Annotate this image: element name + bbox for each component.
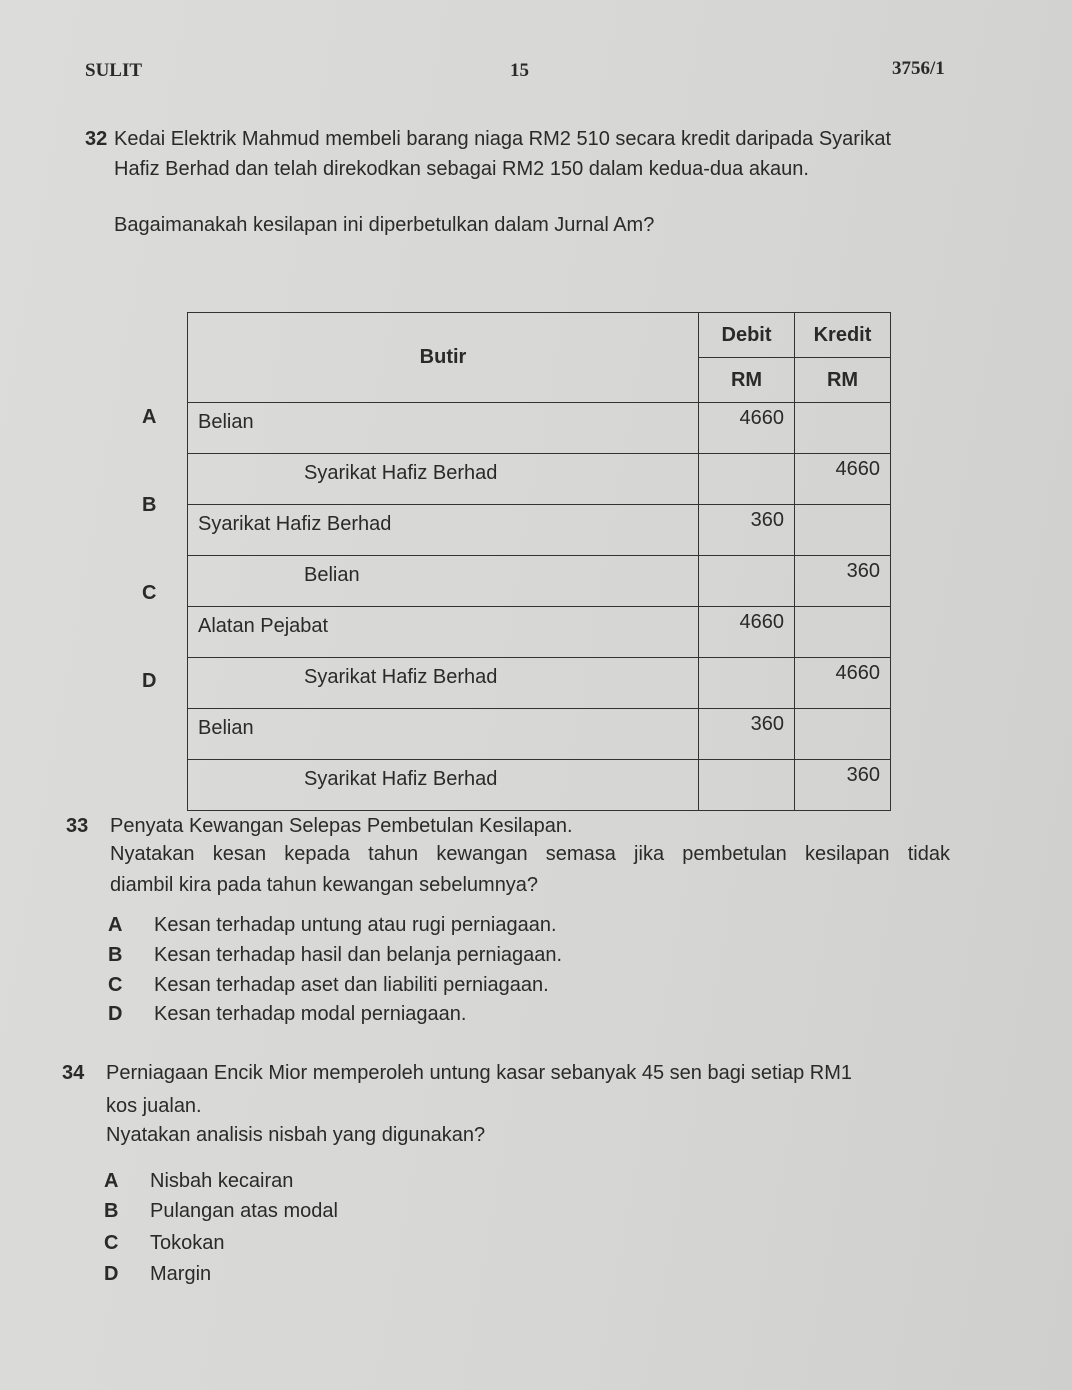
- page-number: 15: [510, 60, 529, 81]
- question-text: Perniagaan Encik Mior memperoleh untung kasar sebanyak 45 sen bagi setiap RM1: [106, 1062, 852, 1084]
- debit-account: Syarikat Hafiz Berhad: [188, 505, 699, 556]
- debit-amount: 360: [699, 709, 795, 760]
- question-prompt: Bagaimanakah kesilapan ini diperbetulkan dalam Jurnal Am?: [114, 214, 655, 236]
- header-debit-unit: RM: [699, 358, 795, 403]
- question-text: kos jualan.: [106, 1095, 202, 1117]
- option-c[interactable]: [108, 974, 549, 997]
- option-text: Kesan terhadap hasil dan belanja perniagaan.: [154, 944, 563, 966]
- debit-amount: 4660: [699, 403, 795, 454]
- table-row: [188, 709, 891, 760]
- header-kredit: Kredit: [795, 313, 891, 358]
- credit-account: Syarikat Hafiz Berhad: [188, 760, 699, 811]
- option-label[interactable]: A: [142, 406, 157, 428]
- option-letter: C: [104, 1232, 119, 1254]
- debit-amount: 4660: [699, 607, 795, 658]
- option-text: Tokokan: [150, 1232, 225, 1254]
- debit-account: Belian: [188, 709, 699, 760]
- question-text: diambil kira pada tahun kewangan sebelumnya?: [110, 874, 539, 896]
- option-text: Margin: [150, 1263, 212, 1285]
- credit-account: Belian: [188, 556, 699, 607]
- table-row: [188, 403, 891, 454]
- option-letter: C: [108, 974, 123, 996]
- debit-amount: 360: [699, 505, 795, 556]
- option-label[interactable]: C: [142, 582, 157, 604]
- table-row: [188, 607, 891, 658]
- credit-account: Syarikat Hafiz Berhad: [188, 454, 699, 505]
- option-a[interactable]: [104, 1170, 293, 1193]
- question-number: 32: [85, 128, 108, 150]
- question-text: Hafiz Berhad dan telah direkodkan sebagai RM2 150 dalam kedua-dua akaun.: [114, 158, 809, 180]
- header-kredit-unit: RM: [795, 358, 891, 403]
- debit-account: Alatan Pejabat: [188, 607, 699, 658]
- credit-amount: 360: [795, 760, 891, 811]
- question-text: Nyatakan kesan kepada tahun kewangan semasa jika pembetulan kesilapan tidak: [110, 843, 950, 865]
- option-d[interactable]: [108, 1003, 466, 1026]
- question-number: 33: [66, 815, 89, 837]
- option-letter: B: [104, 1200, 119, 1222]
- header-sulit: SULIT: [85, 60, 143, 81]
- option-text: Kesan terhadap modal perniagaan.: [154, 1003, 467, 1025]
- debit-account: Belian: [188, 403, 699, 454]
- option-b[interactable]: [104, 1200, 338, 1223]
- option-letter: D: [104, 1263, 119, 1285]
- option-label[interactable]: B: [142, 494, 157, 516]
- option-a[interactable]: [108, 914, 557, 937]
- option-text: Kesan terhadap aset dan liabiliti perniagaan.: [154, 974, 549, 996]
- option-letter: B: [108, 944, 123, 966]
- option-letter: A: [104, 1170, 119, 1192]
- table-row: [188, 454, 891, 505]
- table-row: [188, 505, 891, 556]
- header-butir: Butir: [188, 313, 699, 403]
- question-text: Kedai Elektrik Mahmud membeli barang niaga RM2 510 secara kredit daripada Syarikat: [114, 128, 892, 150]
- option-b[interactable]: [108, 944, 562, 967]
- question-number: 34: [62, 1062, 85, 1084]
- credit-amount: 4660: [795, 454, 891, 505]
- option-text: Pulangan atas modal: [150, 1200, 338, 1222]
- credit-amount: 4660: [795, 658, 891, 709]
- paper-code: 3756/1: [892, 58, 945, 79]
- option-letter: A: [108, 914, 123, 936]
- header-debit: Debit: [699, 313, 795, 358]
- credit-account: Syarikat Hafiz Berhad: [188, 658, 699, 709]
- option-c[interactable]: [104, 1232, 225, 1255]
- option-letter: D: [108, 1003, 123, 1025]
- option-text: Nisbah kecairan: [150, 1170, 294, 1192]
- table-row: [188, 658, 891, 709]
- option-text: Kesan terhadap untung atau rugi perniagaan.: [154, 914, 557, 936]
- table-row: [188, 556, 891, 607]
- option-label[interactable]: D: [142, 670, 157, 692]
- table-row: [188, 760, 891, 811]
- question-title: Penyata Kewangan Selepas Pembetulan Kesilapan.: [110, 815, 573, 837]
- credit-amount: 360: [795, 556, 891, 607]
- option-d[interactable]: [104, 1263, 211, 1286]
- journal-table: [187, 312, 891, 811]
- question-prompt: Nyatakan analisis nisbah yang digunakan?: [106, 1124, 486, 1146]
